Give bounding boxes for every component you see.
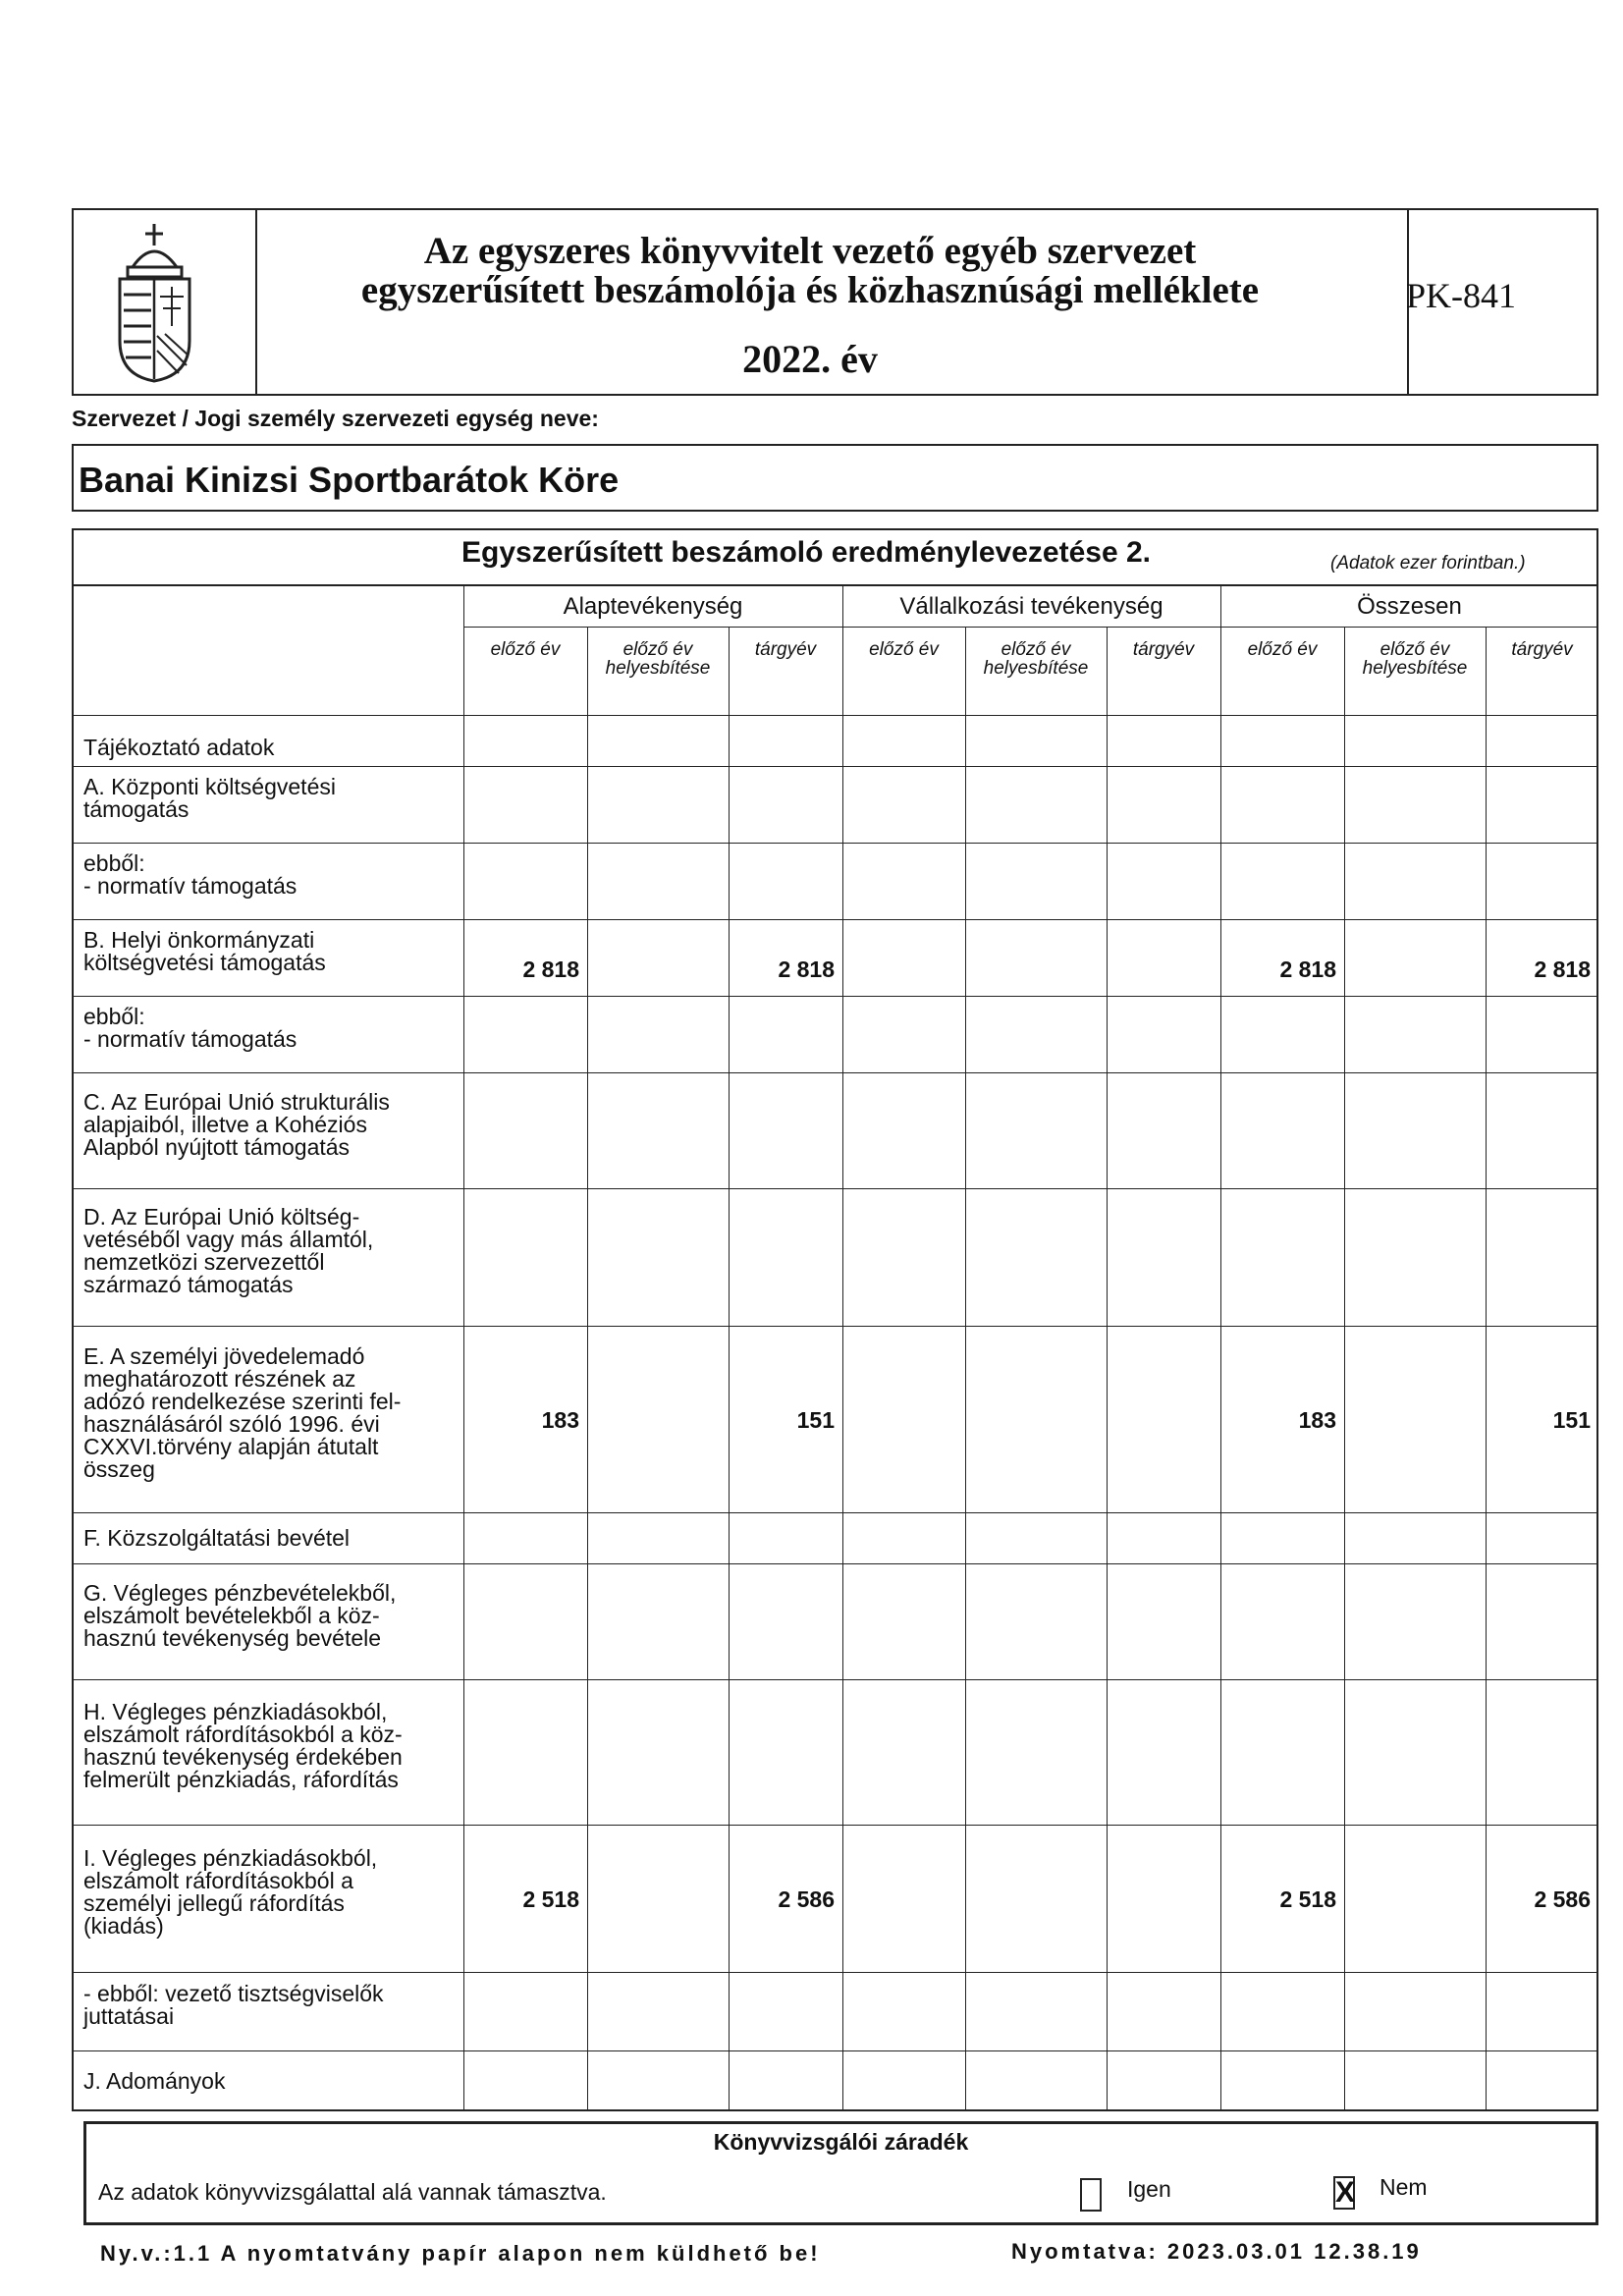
subcolumn-header-line2: helyesbítése: [605, 658, 711, 679]
table-cell-value: 2 586: [778, 1886, 835, 1912]
row-label: [83, 1006, 461, 1051]
subcolumn-header-line1: előző év: [622, 639, 693, 660]
table-subheader-rule: [463, 627, 1598, 628]
subcolumn-header: [1344, 640, 1486, 678]
row-rule: [72, 1825, 1598, 1826]
subcolumn-divider: [587, 627, 588, 2111]
row-label-line: - normatív támogatás: [83, 1026, 298, 1052]
subcolumn-header-line2: helyesbítése: [983, 658, 1089, 679]
table-cell-value: 2 518: [522, 1886, 579, 1912]
row-label-line: I. Végleges pénzkiadásokból,: [83, 1845, 378, 1871]
row-rule: [72, 1512, 1598, 1513]
table-cell-value: 151: [1552, 1407, 1591, 1433]
row-label: [83, 1088, 461, 1160]
row-label: [83, 929, 461, 974]
row-label: [83, 1847, 461, 1938]
audit-yes-checkbox[interactable]: [1080, 2178, 1102, 2212]
row-label: [83, 1206, 461, 1296]
column-group-header: Vállalkozási tevékenység: [899, 593, 1163, 620]
row-label: [83, 1701, 461, 1791]
row-label-line: összeg: [83, 1456, 155, 1482]
row-label-line: E. A személyi jövedelemadó: [83, 1343, 365, 1369]
row-rule: [72, 1326, 1598, 1327]
table-cell-value: 183: [1298, 1407, 1336, 1433]
group-divider: [1220, 584, 1221, 2111]
column-group-header: Összesen: [1357, 593, 1462, 620]
row-label-line: Tájékoztató adatok: [83, 735, 275, 760]
audit-no-checkbox[interactable]: X: [1335, 2176, 1356, 2209]
row-label: [83, 852, 461, 898]
subcolumn-header: [965, 640, 1107, 678]
row-label: [83, 1345, 461, 1481]
row-label-line: F. Közszolgáltatási bevétel: [83, 1524, 351, 1551]
row-label-line: - normatív támogatás: [83, 873, 298, 899]
row-label-line: J. Adományok: [83, 2067, 226, 2094]
row-label-line: G. Végleges pénzbevételekből,: [83, 1579, 397, 1606]
subcolumn-header-line1: előző év: [490, 639, 561, 660]
row-label: [83, 1579, 461, 1651]
subcolumn-header: [842, 640, 965, 659]
row-rule: [72, 1679, 1598, 1680]
row-label: [83, 737, 461, 759]
row-label-line: elszámolt bevételekből a köz-: [83, 1602, 380, 1628]
row-label-line: nemzetközi szervezettől: [83, 1249, 325, 1275]
row-rule: [72, 919, 1598, 920]
row-label-line: A. Központi költségvetési: [83, 774, 336, 799]
subcolumn-header: [587, 640, 729, 678]
row-label: [83, 1983, 461, 2028]
group-divider: [842, 584, 843, 2111]
form-title: [255, 232, 1365, 310]
row-rule: [72, 1188, 1598, 1189]
form-code: PK-841: [1406, 276, 1517, 315]
subcolumn-divider: [965, 627, 966, 2111]
auditor-clause-title: Könyvvizsgálói záradék: [713, 2129, 969, 2155]
subcolumn-header: [463, 640, 587, 659]
row-label-line: alapjaiból, illetve a Kohéziós: [83, 1111, 367, 1137]
units-note: (Adatok ezer forintban.): [1330, 553, 1526, 574]
row-rule: [72, 996, 1598, 997]
column-group-header: Alaptevékenység: [563, 593, 743, 620]
subcolumn-header-line1: előző év: [1001, 639, 1071, 660]
table-cell-value: 183: [541, 1407, 579, 1433]
table-cell-value: 2 818: [1534, 957, 1591, 982]
row-label-line: ebből:: [83, 850, 145, 876]
table-title: Egyszerűsített beszámoló eredménylevezetése 2.: [461, 536, 1151, 569]
label-column-divider: [463, 584, 464, 2111]
report-year: 2022. év: [742, 337, 878, 381]
form-title-line2: egyszerűsített beszámolója és közhasznúsági melléklete: [360, 269, 1260, 311]
subcolumn-header-line2: helyesbítése: [1362, 658, 1468, 679]
row-rule: [72, 715, 1598, 716]
row-label: [83, 1524, 461, 1551]
row-label-line: C. Az Európai Unió strukturális: [83, 1088, 390, 1115]
table-header-rule: [72, 584, 1598, 586]
subcolumn-header-line1: tárgyév: [1511, 639, 1573, 660]
table-cell-value: 2 818: [778, 957, 835, 982]
row-label-line: hasznú tevékenység bevétele: [83, 1624, 382, 1651]
subcolumn-header-line1: előző év: [1247, 639, 1318, 660]
row-label-line: személyi jellegű ráfordítás: [83, 1890, 345, 1916]
subcolumn-divider: [1107, 627, 1108, 2111]
row-label-line: CXXVI.törvény alapján átutalt: [83, 1434, 379, 1459]
row-label-line: hasznú tevékenység érdekében: [83, 1744, 403, 1770]
row-label-line: (kiadás): [83, 1913, 164, 1939]
print-timestamp: Nyomtatva: 2023.03.01 12.38.19: [1011, 2239, 1422, 2264]
table-cell-value: 2 818: [522, 957, 579, 982]
hungarian-coat-of-arms-icon: [108, 218, 201, 385]
row-rule: [72, 1563, 1598, 1564]
subcolumn-header-line1: tárgyév: [754, 639, 817, 660]
subcolumn-header: [1220, 640, 1344, 659]
row-label-line: B. Helyi önkormányzati: [83, 927, 315, 953]
row-label-line: költségvetési támogatás: [83, 950, 326, 975]
subcolumn-header: [1486, 640, 1598, 659]
row-label-line: adózó rendelkezése szerinti fel-: [83, 1389, 402, 1414]
subcolumn-divider: [1344, 627, 1345, 2111]
row-label: [83, 2067, 461, 2094]
audit-no-label: Nem: [1380, 2174, 1428, 2200]
organization-name: Banai Kinizsi Sportbarátok Köre: [79, 460, 620, 500]
organization-label: Szervezet / Jogi személy szervezeti egység neve:: [72, 406, 599, 431]
subcolumn-header-line1: előző év: [869, 639, 939, 660]
subcolumn-header: [729, 640, 842, 659]
row-label-line: elszámolt ráfordításokból a: [83, 1868, 353, 1893]
row-rule: [72, 766, 1598, 767]
subcolumn-header-line1: előző év: [1380, 639, 1450, 660]
row-label-line: származó támogatás: [83, 1272, 294, 1297]
row-label-line: meghatározott részének az: [83, 1366, 356, 1392]
row-label-line: támogatás: [83, 796, 189, 822]
row-label-line: D. Az Európai Unió költség-: [83, 1204, 360, 1230]
row-rule: [72, 1072, 1598, 1073]
table-cell-value: 2 818: [1279, 957, 1336, 982]
row-label-line: H. Végleges pénzkiadásokból,: [83, 1699, 388, 1724]
auditor-clause-text: Az adatok könyvvizsgálattal alá vannak támasztva.: [98, 2179, 607, 2205]
form-title-line1: Az egyszeres könyvvitelt vezető egyéb szervezet: [423, 230, 1197, 272]
row-label-line: elszámolt ráfordításokból a köz-: [83, 1722, 403, 1747]
footer-note: Ny.v.:1.1 A nyomtatvány papír alapon nem küldhető be!: [100, 2241, 821, 2266]
table-cell-value: 151: [796, 1407, 835, 1433]
row-label-line: - ebből: vezető tisztségviselők: [83, 1981, 384, 2006]
subcolumn-header: [1107, 640, 1220, 659]
row-label-line: vetéséből vagy más államtól,: [83, 1227, 374, 1252]
row-rule: [72, 1972, 1598, 1973]
audit-yes-label: Igen: [1127, 2176, 1171, 2202]
subcolumn-header-line1: tárgyév: [1132, 639, 1195, 660]
row-label-line: használásáról szóló 1996. évi: [83, 1411, 380, 1437]
table-cell-value: 2 518: [1279, 1886, 1336, 1912]
row-rule: [72, 843, 1598, 844]
row-label-line: ebből:: [83, 1004, 145, 1029]
row-rule: [72, 2050, 1598, 2051]
row-label-line: Alapból nyújtott támogatás: [83, 1133, 351, 1160]
row-label: [83, 776, 461, 821]
row-label-line: juttatásai: [83, 2003, 175, 2029]
table-cell-value: 2 586: [1534, 1886, 1591, 1912]
row-label-line: felmerült pénzkiadás, ráfordítás: [83, 1767, 399, 1792]
